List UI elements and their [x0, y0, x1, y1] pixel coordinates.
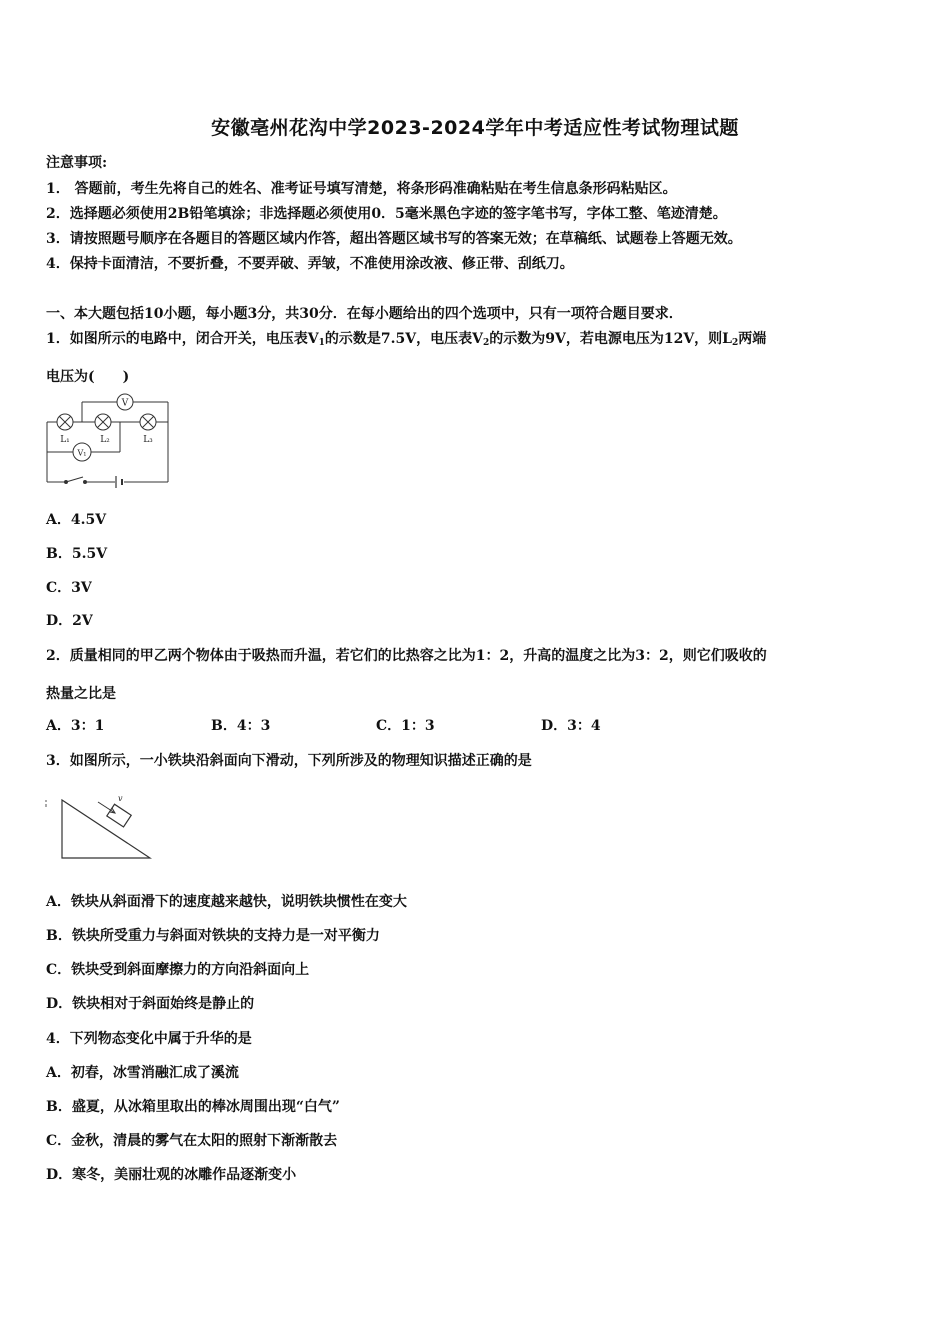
notice-heading: 注意事项:	[46, 155, 108, 171]
lamp-l1	[57, 414, 73, 430]
q2-option-b: B．4：3	[211, 718, 271, 734]
velocity-label: v	[118, 794, 123, 803]
q2-option-d: D．3：4	[541, 718, 601, 734]
page-title: 安徽亳州花沟中学2023-2024学年中考适应性考试物理试题	[211, 117, 739, 139]
incline-diagram	[40, 790, 160, 865]
q1-option-d: D．2V	[46, 613, 93, 629]
iron-block	[107, 804, 131, 827]
question-2-stem-line2: 热量之比是	[46, 686, 116, 702]
lamp-l1-label: L₁	[60, 435, 70, 445]
q2-option-a: A．3：1	[46, 718, 105, 734]
q3-option-c: C．铁块受到斜面摩擦力的方向沿斜面向上	[46, 962, 310, 978]
q3-option-d: D．铁块相对于斜面始终是静止的	[46, 996, 255, 1012]
question-3-stem: 3．如图所示，一小铁块沿斜面向下滑动，下列所涉及的物理知识描述正确的是	[46, 753, 532, 769]
q2-option-c: C．1：3	[376, 718, 435, 734]
notice-item-4: 4．保持卡面清洁，不要折叠，不要弄破、弄皱，不准使用涂改液、修正带、刮纸刀。	[46, 256, 574, 272]
q3-option-a: A．铁块从斜面滑下的速度越来越快，说明铁块惯性在变大	[46, 894, 407, 910]
voltmeter-v1-label: V₁	[77, 448, 87, 458]
section-heading: 一、本大题包括10小题，每小题3分，共30分．在每小题给出的四个选项中，只有一项符合题目要求．	[46, 306, 683, 322]
q4-option-b: B．盛夏，从冰箱里取出的棒冰周围出现“白气”	[46, 1099, 340, 1115]
question-2-stem: 2．质量相同的甲乙两个物体由于吸热而升温，若它们的比热容之比为1：2，升高的温度之比为3：2，则它们吸收的	[46, 648, 767, 664]
circuit-diagram	[40, 392, 175, 492]
lamp-l2	[95, 414, 111, 430]
lamp-l3	[140, 414, 156, 430]
q4-option-d: D．寒冬，美丽壮观的冰雕作品逐渐变小	[46, 1167, 297, 1183]
q3-option-b: B．铁块所受重力与斜面对铁块的支持力是一对平衡力	[46, 928, 380, 944]
switch	[65, 477, 87, 484]
voltmeter-v2-label: V	[121, 398, 129, 409]
q1-option-c: C．3V	[46, 580, 92, 596]
q4-option-c: C．金秋，清晨的雾气在太阳的照射下渐渐散去	[46, 1133, 338, 1149]
q1-option-b: B．5.5V	[46, 546, 108, 562]
lamp-l2-label: L₂	[100, 435, 110, 445]
notice-item-3: 3．请按照题号顺序在各题目的答题区域内作答，超出答题区域书写的答案无效；在草稿纸、试题卷上答题无效。	[46, 231, 742, 247]
question-1-stem-line2: 电压为( )	[46, 369, 130, 385]
battery	[116, 476, 122, 488]
lamp-l3-label: L₃	[143, 435, 153, 445]
notice-item-2: 2．选择题必须使用2B铅笔填涂；非选择题必须使用0．5毫米黑色字迹的签字笔书写，字体工整、笔迹清楚。	[46, 206, 727, 222]
question-4-stem: 4．下列物态变化中属于升华的是	[46, 1031, 252, 1047]
notice-item-1: 1． 答题前，考生先将自己的姓名、准考证号填写清楚，将条形码准确粘贴在考生信息条形码粘贴区。	[46, 181, 677, 197]
q1-option-a: A．4.5V	[46, 512, 107, 528]
question-1-stem: 1．如图所示的电路中，闭合开关，电压表$V_1$的示数是7.5V，电压表$V_2$的示数为9V，若电源电压为12V，则$L_2$两端	[46, 331, 767, 348]
q4-option-a: A．初春，冰雪消融汇成了溪流	[46, 1065, 239, 1081]
